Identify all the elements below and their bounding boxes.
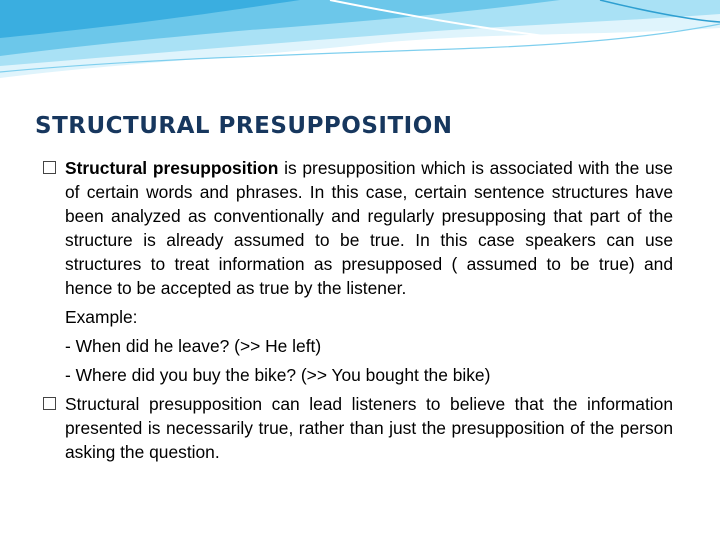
header-wave-decoration: [0, 0, 720, 90]
example-block: [43, 305, 673, 387]
bullet-item: [43, 392, 673, 464]
example-label: Example:: [65, 307, 138, 327]
slide-title: STRUCTURAL PRESUPPOSITION: [35, 113, 453, 139]
example-line: - Where did you buy the bike? (>> You bought the bike): [65, 365, 491, 385]
square-bullet-icon: [43, 397, 56, 410]
example-line: - When did he leave? (>> He left): [65, 336, 322, 356]
bullet-lead-term: Structural presupposition: [65, 158, 279, 178]
square-bullet-icon: [43, 161, 56, 174]
bullet-text: is presupposition which is associated with the use of certain words and phrases. In this case, certain sentence structures have been analyzed as conventionally and regularly presupposing that part of the structure is already assumed to be true. In this case speakers can use structures to treat information as presupposed ( assumed to be true) and hence to be accepted as true by the listener.: [65, 158, 673, 298]
bullet-item: [43, 156, 673, 300]
slide-body: [43, 156, 673, 464]
bullet-text: Structural presupposition can lead listeners to believe that the information presented is necessarily true, rather than just the presupposition of the person asking the question.: [65, 394, 673, 462]
